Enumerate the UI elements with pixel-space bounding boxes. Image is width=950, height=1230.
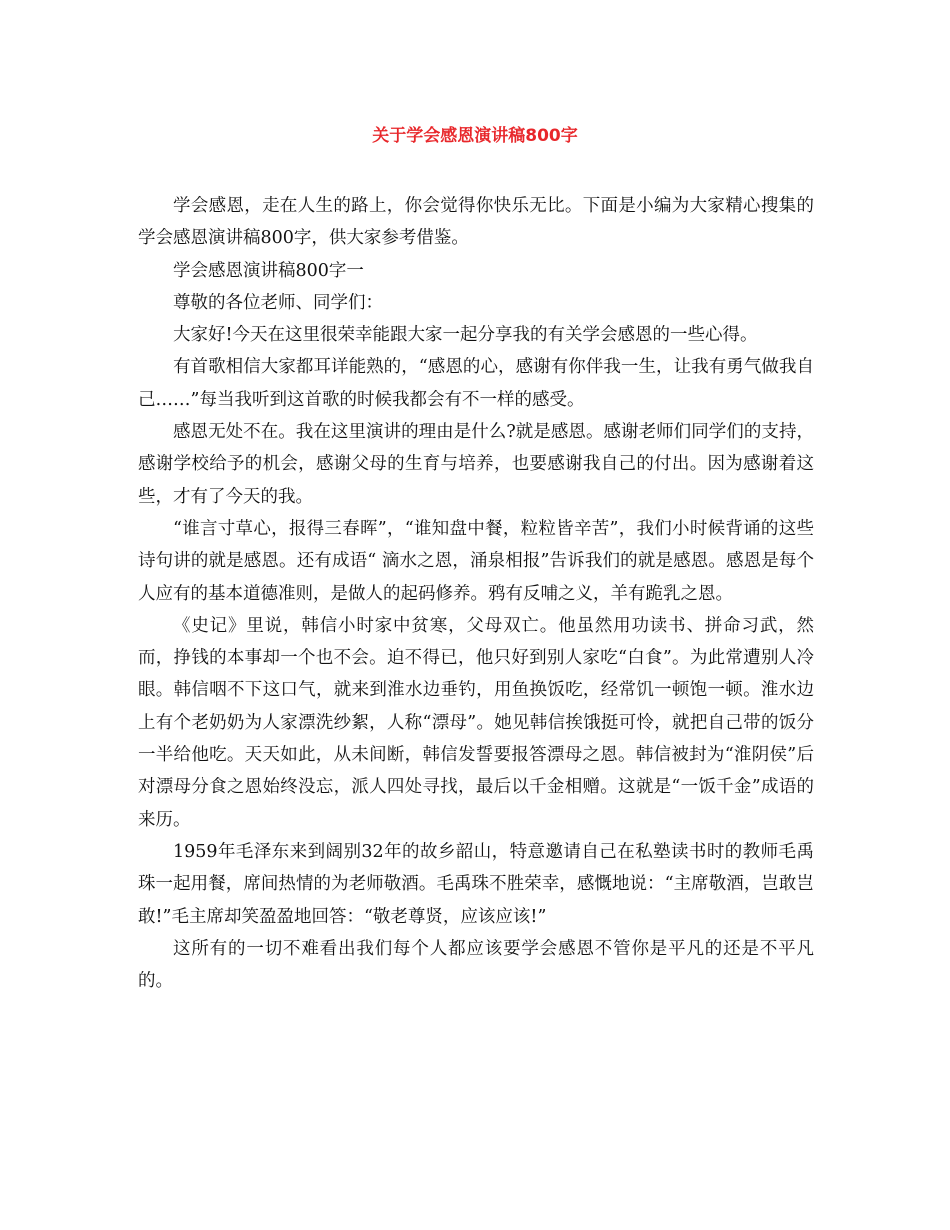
song-paragraph: 有首歌相信大家都耳详能熟的，“感恩的心，感谢有你伴我一生，让我有勇气做我自己……”每当我听到这首歌的时候我都会有不一样的感受。 [138,357,814,410]
conclusion-paragraph: 这所有的一切不难看出我们每个人都应该要学会感恩不管你是平凡的还是不平凡的。 [138,938,814,992]
mao-story-paragraph: 1959年毛泽东来到阔别32年的故乡韶山，特意邀请自己在私塾读书时的教师毛禹珠一起用餐，席间热情的为老师敬酒。毛禹珠不胜荣幸，感慨地说：“主席敬酒，岂敢岂敢!”毛主席却笑盈盈地回答：“敬老尊贤，应该应该!” [138,841,814,927]
intro-paragraph: 学会感恩，走在人生的路上，你会觉得你快乐无比。下面是小编为大家精心搜集的学会感恩演讲稿800字，供大家参考借鉴。 [138,196,814,249]
greeting-paragraph: 大家好!今天在这里很荣幸能跟大家一起分享我的有关学会感恩的一些心得。 [173,325,758,346]
salutation: 尊敬的各位老师、同学们： [173,292,383,313]
gratitude-paragraph: 感恩无处不在。我在这里演讲的理由是什么?就是感恩。感谢老师们同学们的支持，感谢学校给予的机会，感谢父母的生育与培养，也要感谢我自己的付出。因为感谢着这些，才有了今天的我。 [138,422,814,507]
poetry-paragraph: “谁言寸草心，报得三春晖”，“谁知盘中餐，粒粒皆辛苦”，我们小时候背诵的这些诗句讲的就是感恩。还有成语“ 滴水之恩，涌泉相报”告诉我们的就是感恩。感恩是每个人应有的基本道德准则，是做人的起码修养。鸦有反哺之义，羊有跪乳之恩。 [138,518,814,604]
hanxin-story-paragraph: 《史记》里说，韩信小时家中贫寒，父母双亡。他虽然用功读书、拼命习武，然而，挣钱的本事却一个也不会。迫不得已，他只好到别人家吃“白食”。为此常遭别人冷眼。韩信咽不下这口气，就来到淮水边垂钓，用鱼换饭吃，经常饥一顿饱一顿。淮水边上有个老奶奶为人家漂洗纱絮，人称“漂母”。她见韩信挨饿挺可怜，就把自己带的饭分一半给他吃。天天如此，从未间断，韩信发誓要报答漂母之恩。韩信被封为“淮阴侯”后对漂母分食之恩始终没忘，派人四处寻找，最后以千金相赠。这就是“一饭千金”成语的来历。 [138,615,814,830]
section-heading: 学会感恩演讲稿800字一 [173,260,364,281]
document-title: 关于学会感恩演讲稿800字 [372,126,578,146]
document-body [138,190,814,997]
